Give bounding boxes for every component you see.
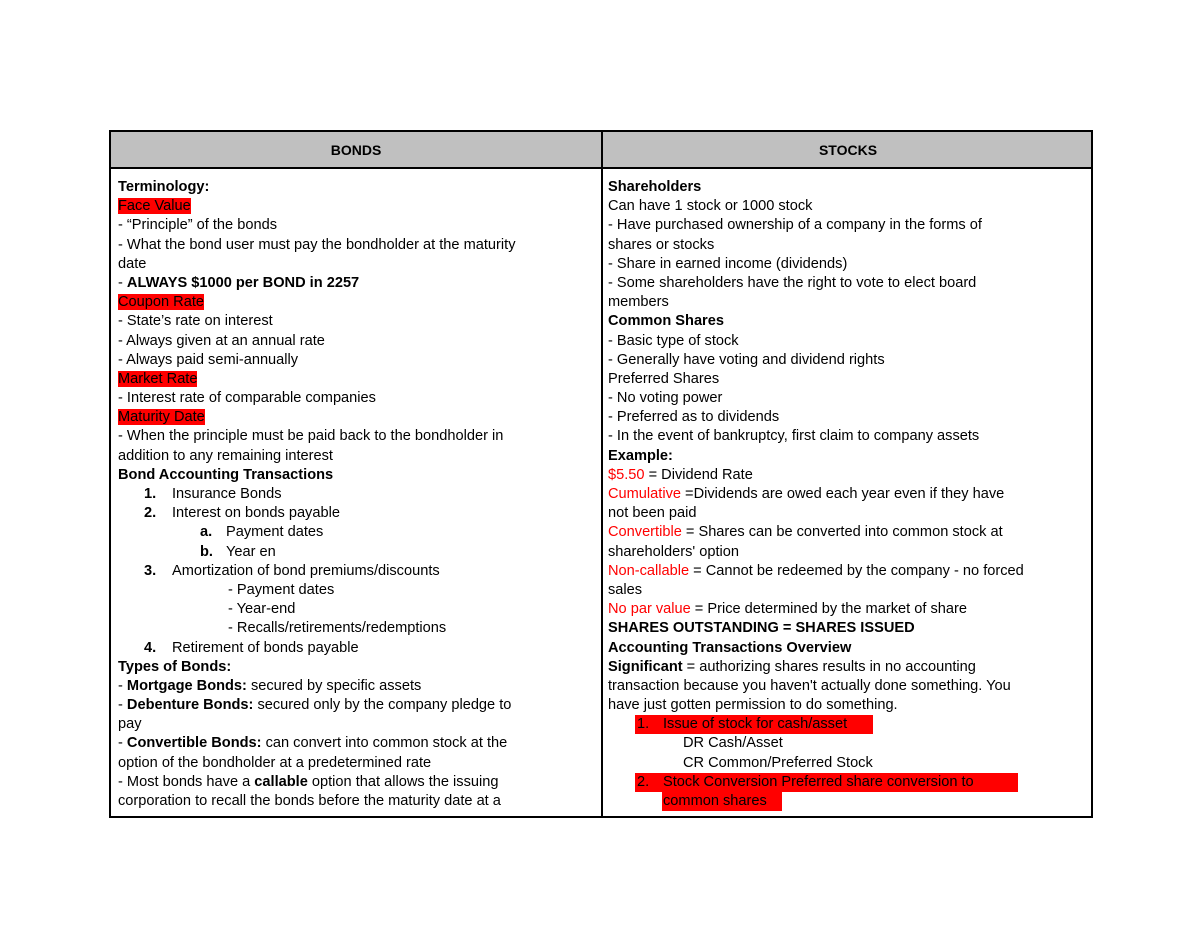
- list-text: Interest on bonds payable: [172, 505, 340, 522]
- list-number: a.: [200, 524, 213, 541]
- common-note: - Generally have voting and dividend rights: [608, 351, 885, 368]
- callable-line: [118, 773, 594, 792]
- always-text: ALWAYS $1000 per BOND in 2257: [126, 274, 360, 291]
- mortgage-line: [118, 677, 594, 696]
- convertible-line-cont: shareholders' option: [608, 543, 739, 560]
- always-line: [118, 274, 594, 293]
- list-text: Year en: [226, 543, 276, 560]
- list-item: [118, 504, 594, 523]
- list-text: Insurance Bonds: [172, 486, 282, 502]
- list-item: - Payment dates: [228, 581, 335, 598]
- convertible-line-cont: option of the bondholder at a predetermined rate: [118, 754, 432, 771]
- example-text: = Dividend Rate: [644, 466, 753, 483]
- dash: -: [118, 274, 127, 291]
- item-number: 1.: [637, 716, 650, 733]
- transactions-heading: Bond Accounting Transactions: [118, 466, 334, 483]
- debenture-line: [118, 696, 594, 715]
- noncallable-line-cont: sales: [608, 581, 643, 598]
- column-divider: [601, 132, 603, 816]
- list-item: [118, 543, 594, 562]
- debenture-line-cont: pay: [118, 716, 142, 733]
- example-line: [608, 466, 1088, 485]
- list-item: [118, 523, 594, 542]
- list-item: - Recalls/retirements/redemptions: [228, 620, 447, 637]
- maturity-date-term: Maturity Date: [118, 409, 205, 426]
- market-note: - Interest rate of comparable companies: [118, 390, 376, 407]
- preferred-heading: Preferred Shares: [608, 370, 720, 387]
- convertible-term: Convertible: [608, 524, 682, 541]
- significant-term: Significant: [608, 658, 683, 675]
- bonds-column: [118, 178, 594, 811]
- convertible-line: [608, 523, 1088, 542]
- shareholders-note: Can have 1 stock or 1000 stock: [608, 198, 813, 215]
- cumulative-text: =Dividends are owed each year even if they have: [681, 486, 1005, 502]
- cumulative-line-cont: not been paid: [608, 505, 697, 522]
- nopar-term: No par value: [608, 601, 691, 618]
- list-text: Amortization of bond premiums/discounts: [172, 562, 440, 579]
- transaction-item-1: [608, 715, 1088, 734]
- face-value-note: - What the bond user must pay the bondholder at the maturity: [118, 236, 516, 253]
- dash: -: [118, 735, 127, 752]
- face-value-note: - “Principle” of the bonds: [118, 217, 277, 234]
- significant-line-cont: transaction because you haven't actually done something. You: [608, 677, 1011, 694]
- list-item: [118, 562, 594, 581]
- coupon-note: - State’s rate on interest: [118, 313, 273, 330]
- significant-line-cont: have just gotten permission to do something.: [608, 697, 898, 714]
- noncallable-line: [608, 562, 1088, 581]
- comparison-table: [109, 130, 1093, 818]
- cr-line: CR Common/Preferred Stock: [683, 754, 873, 771]
- convertible-text: can convert into common stock at the: [261, 735, 508, 752]
- maturity-note: - When the principle must be paid back to the bondholder in: [118, 428, 504, 445]
- debenture-label: Debenture Bonds:: [126, 697, 254, 714]
- significant-line: [608, 658, 1088, 677]
- transaction-item-2: [608, 773, 1088, 792]
- header-bonds: BONDS: [330, 142, 382, 158]
- mortgage-text: secured by specific assets: [246, 677, 422, 694]
- example-heading: Example:: [608, 447, 673, 464]
- shareholders-note: - Have purchased ownership of a company in the forms of: [608, 217, 982, 234]
- coupon-note: - Always paid semi-annually: [118, 351, 299, 368]
- face-value-term: Face Value: [118, 198, 191, 215]
- face-value-note: date: [118, 255, 147, 272]
- header-stocks: STOCKS: [818, 142, 878, 158]
- list-item: [118, 639, 594, 658]
- coupon-rate-term: Coupon Rate: [118, 294, 205, 311]
- shareholders-note: - Some shareholders have the right to vote to elect board: [608, 274, 977, 291]
- common-heading: Common Shares: [608, 313, 724, 330]
- preferred-note: - In the event of bankruptcy, first claim to company assets: [608, 428, 980, 445]
- convertible-line: [118, 734, 594, 753]
- terminology-heading: Terminology:: [118, 179, 210, 195]
- preferred-note: - Preferred as to dividends: [608, 409, 780, 426]
- stocks-column: [608, 178, 1088, 811]
- mortgage-label: Mortgage Bonds:: [126, 677, 247, 694]
- list-item: - Year-end: [228, 601, 296, 618]
- callable-pre: - Most bonds have a: [118, 773, 255, 790]
- callable-line-cont: corporation to recall the bonds before the maturity date at a: [118, 793, 501, 809]
- list-number: 3.: [144, 562, 157, 579]
- types-heading: Types of Bonds:: [118, 658, 232, 675]
- list-item: [118, 485, 594, 504]
- item-text: Issue of stock for cash/asset: [663, 716, 848, 733]
- callable-word: callable: [254, 773, 308, 790]
- significant-text: = authorizing shares results in no accounting: [682, 658, 976, 675]
- dash: -: [118, 697, 127, 714]
- convertible-label: Convertible Bonds:: [126, 735, 262, 752]
- dr-line: DR Cash/Asset: [683, 735, 783, 752]
- shareholders-note: members: [608, 294, 669, 311]
- list-number: 4.: [144, 639, 157, 656]
- item-text: common shares: [663, 793, 767, 809]
- noncallable-term: Non-callable: [608, 562, 690, 579]
- market-rate-term: Market Rate: [118, 370, 198, 387]
- dash: -: [118, 677, 127, 694]
- transaction-item-2-cont: [608, 792, 1088, 811]
- preferred-note: - No voting power: [608, 390, 723, 407]
- convertible-text: = Shares can be converted into common stock at: [681, 524, 1003, 541]
- overview-heading: Accounting Transactions Overview: [608, 639, 852, 656]
- common-note: - Basic type of stock: [608, 332, 739, 349]
- maturity-note: addition to any remaining interest: [118, 447, 333, 464]
- shareholders-heading: Shareholders: [608, 179, 702, 195]
- item-text: Stock Conversion Preferred share conversion to: [663, 773, 974, 790]
- list-number: 1.: [144, 486, 157, 502]
- nopar-text: = Price determined by the market of share: [690, 601, 967, 618]
- nopar-line: [608, 600, 1088, 619]
- shareholders-note: shares or stocks: [608, 236, 715, 253]
- shareholders-note: - Share in earned income (dividends): [608, 255, 848, 272]
- debenture-text: secured only by the company pledge to: [253, 697, 512, 714]
- list-text: Retirement of bonds payable: [172, 639, 359, 656]
- item-number: 2.: [637, 773, 650, 790]
- outstanding-line: SHARES OUTSTANDING = SHARES ISSUED: [608, 620, 915, 637]
- list-number: 2.: [144, 505, 157, 522]
- example-amount: $5.50: [608, 466, 645, 483]
- callable-post: option that allows the issuing: [307, 773, 499, 790]
- noncallable-text: = Cannot be redeemed by the company - no forced: [689, 562, 1024, 579]
- coupon-note: - Always given at an annual rate: [118, 332, 325, 349]
- list-number: b.: [200, 543, 213, 560]
- cumulative-line: [608, 485, 1088, 504]
- list-text: Payment dates: [226, 524, 324, 541]
- cumulative-term: Cumulative: [608, 486, 681, 502]
